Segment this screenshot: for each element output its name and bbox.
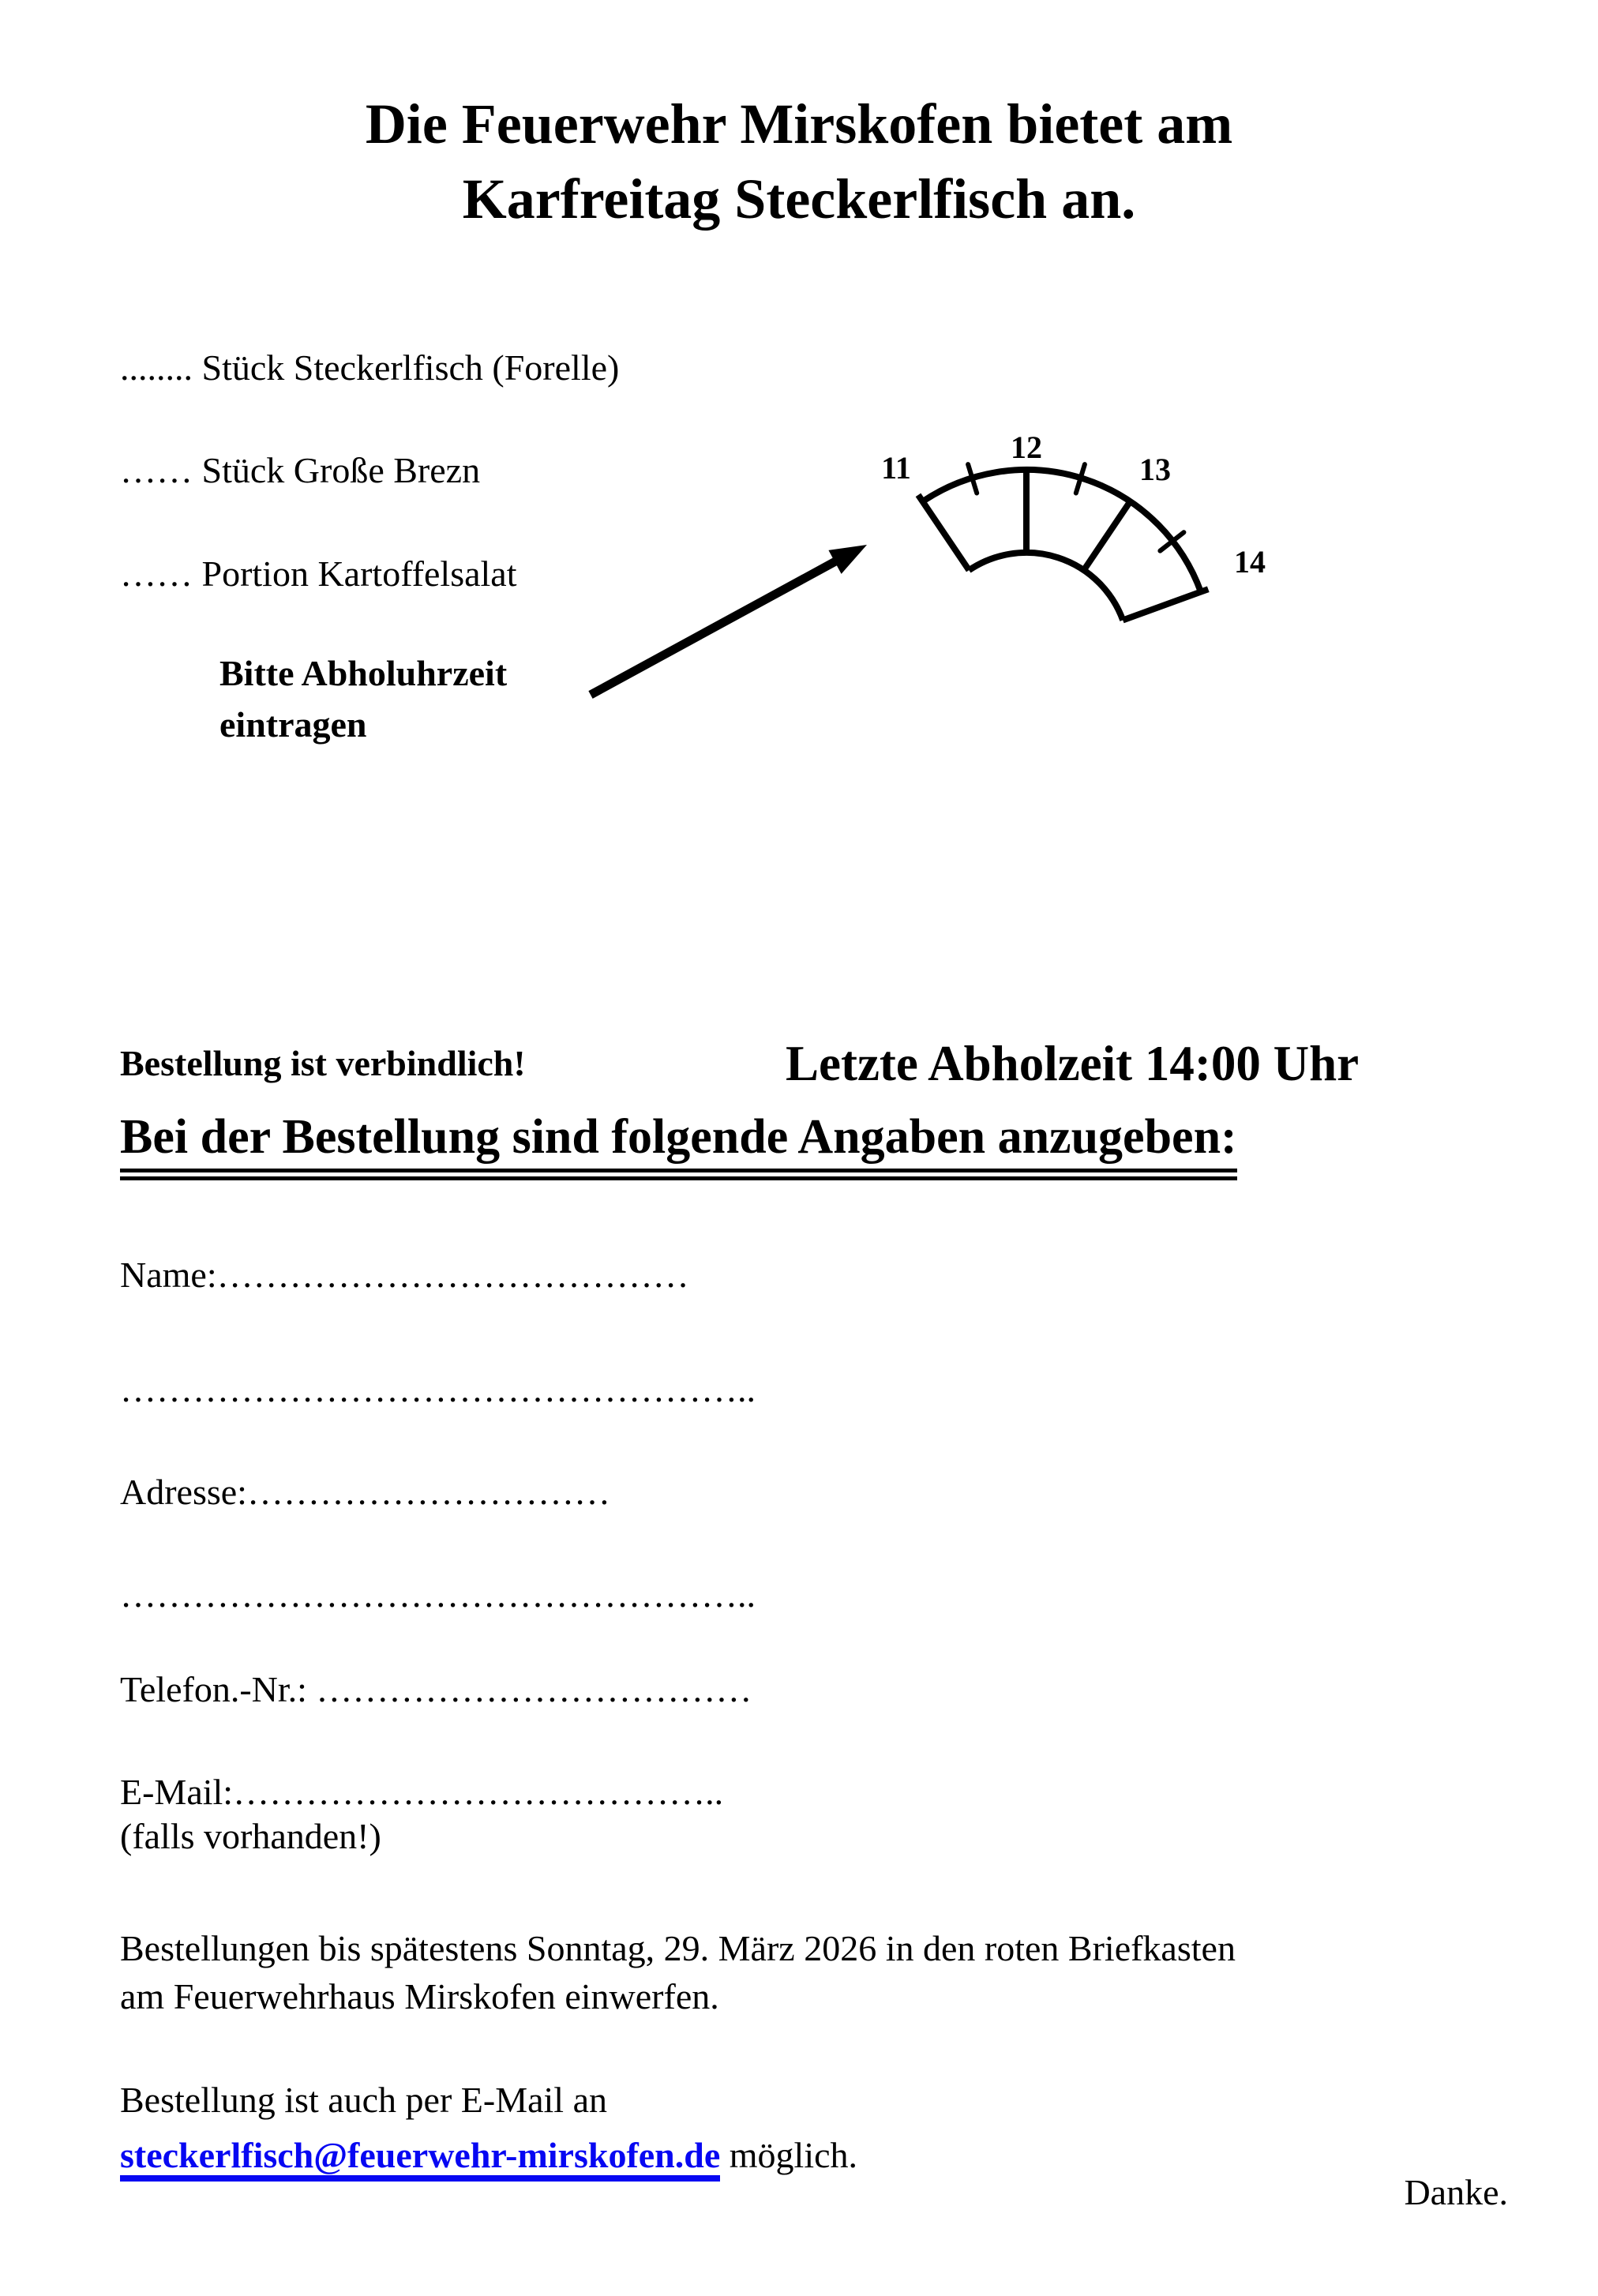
page-title-line1: Die Feuerwehr Mirskofen bietet am: [365, 92, 1233, 156]
email-order-paragraph-line1: Bestellung ist auch per E-Mail an: [120, 2080, 608, 2120]
email-order-paragraph-line2: [120, 2133, 857, 2178]
phone-field-label: Telefon.-Nr.:: [120, 1669, 307, 1709]
order-item-steckerlfisch: [120, 346, 619, 390]
phone-field: [120, 1668, 752, 1712]
pickup-time-note-line2: eintragen: [219, 704, 367, 745]
email-field-line: [120, 1770, 723, 1814]
dial-label-11: 11: [881, 450, 911, 486]
name-field-dots: …………………………………: [216, 1255, 689, 1295]
email-field: [120, 1770, 723, 1859]
binding-order-notice: Bestellung ist verbindlich!: [120, 1043, 526, 1083]
pickup-time-dial-diagram: [276, 426, 1342, 742]
email-optional-note: (falls vorhanden!): [120, 1816, 381, 1856]
page-title: [0, 87, 1598, 237]
dial-inner-arc: [969, 553, 1123, 621]
email-field-label: E-Mail:: [120, 1772, 234, 1812]
name-field-continuation-line: ……………………………………………..: [120, 1369, 756, 1409]
dial-label-13: 13: [1139, 452, 1171, 487]
dial-label-12: 12: [1011, 430, 1042, 465]
dial-end-line-11: [918, 495, 969, 570]
pickup-time-note-line1: Bitte Abholuhrzeit: [219, 653, 508, 693]
dial-label-14: 14: [1234, 544, 1266, 580]
address-field-continuation-line: ……………………………………………..: [120, 1574, 756, 1615]
order-item-label: Stück Große Brezn: [201, 450, 481, 490]
section-heading-text: Bei der Bestellung sind folgende Angaben anzugeben:: [120, 1110, 1237, 1180]
name-field: [120, 1253, 689, 1297]
address-field: [120, 1470, 610, 1514]
dial-divider-13: [1084, 501, 1131, 570]
quantity-dots: ........: [120, 347, 193, 388]
quantity-dots: ……: [120, 450, 193, 490]
email-field-dots: …………………………………..: [233, 1772, 724, 1812]
section-heading: [120, 1109, 1237, 1165]
quantity-dots: ……: [120, 553, 193, 594]
deadline-line2: am Feuerwehrhaus Mirskofen einwerfen.: [120, 1976, 719, 2017]
dial-end-line-14: [1123, 589, 1208, 620]
order-email-link[interactable]: steckerlfisch@feuerwehr-mirskofen.de: [120, 2135, 721, 2175]
order-item-label: Stück Steckerlfisch (Forelle): [201, 347, 620, 388]
deadline-paragraph: [120, 1924, 1236, 2020]
last-pickup-time-notice: Letzte Abholzeit 14:00 Uhr: [786, 1036, 1360, 1091]
name-field-label: Name:: [120, 1255, 217, 1295]
arrow-shaft: [591, 561, 837, 695]
email-order-suffix: möglich.: [729, 2135, 858, 2175]
address-field-dots: …………………………: [246, 1472, 610, 1512]
dial-outer-arc: [923, 470, 1201, 592]
phone-field-dots: ………………………………: [306, 1669, 752, 1709]
address-field-label: Adresse:: [120, 1472, 247, 1512]
page-title-line2: Karfreitag Steckerlfisch an.: [462, 167, 1136, 231]
thanks-text: Danke.: [1404, 2172, 1508, 2212]
order-item-label: Portion Kartoffelsalat: [201, 553, 517, 594]
deadline-line1: Bestellungen bis spätestens Sonntag, 29. März 2026 in den roten Briefkasten: [120, 1928, 1236, 1968]
arrow-head-icon: [828, 545, 867, 574]
